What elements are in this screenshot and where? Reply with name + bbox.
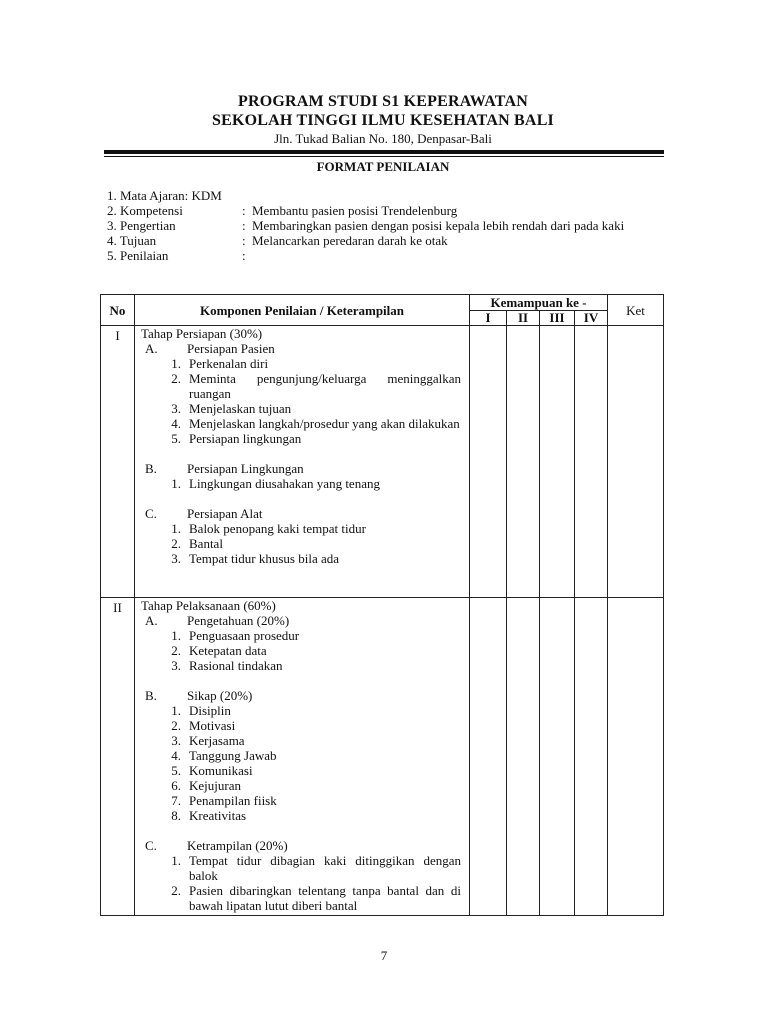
header-component: Komponen Penilaian / Keterampilan	[135, 295, 470, 326]
info-colon: :	[242, 218, 246, 233]
header-level: II	[507, 311, 540, 326]
list-item	[141, 763, 461, 778]
spacer	[141, 491, 461, 506]
item-text: Perkenalan diri	[189, 356, 269, 371]
item-text: Penguasaan prosedur	[189, 628, 300, 643]
item-number: 2.	[171, 371, 181, 386]
item-list	[141, 521, 461, 566]
group-heading	[141, 461, 461, 476]
item-number: 1.	[171, 853, 181, 868]
list-item	[141, 853, 461, 883]
score-cell[interactable]	[507, 326, 540, 598]
info-value: Melancarkan peredaran darah ke otak	[252, 233, 448, 248]
item-text: Motivasi	[189, 718, 236, 733]
header-no: No	[101, 295, 135, 326]
list-item	[141, 356, 461, 371]
group-heading	[141, 613, 461, 628]
table-row	[101, 326, 664, 598]
item-list	[141, 628, 461, 673]
group-heading	[141, 506, 461, 521]
item-text: Lingkungan diusahakan yang tenang	[189, 476, 380, 491]
assessment-info	[107, 188, 667, 263]
list-item	[141, 778, 461, 793]
item-number: 1.	[171, 356, 181, 371]
item-text: Persiapan lingkungan	[189, 431, 302, 446]
list-item	[141, 628, 461, 643]
item-number: 3.	[171, 733, 181, 748]
item-number: 1.	[171, 703, 181, 718]
list-item	[141, 401, 461, 416]
format-title: FORMAT PENILAIAN	[316, 159, 450, 174]
list-item	[141, 371, 461, 401]
header-ket: Ket	[608, 295, 664, 326]
item-text: Disiplin	[189, 703, 231, 718]
score-cell[interactable]	[540, 326, 575, 598]
info-colon	[242, 188, 252, 203]
item-number: 4.	[171, 416, 181, 431]
item-text: Bantal	[189, 536, 223, 551]
score-cell[interactable]	[507, 598, 540, 916]
info-label: 2. Kompetensi	[107, 203, 183, 218]
item-list	[141, 853, 461, 913]
score-cell[interactable]	[470, 598, 507, 916]
info-value	[252, 188, 667, 203]
group-letter: A.	[145, 613, 158, 628]
score-cell[interactable]	[540, 598, 575, 916]
item-number: 8.	[171, 808, 181, 823]
item-text: Kejujuran	[189, 778, 241, 793]
score-cell[interactable]	[575, 326, 608, 598]
header-ability: Kemampuan ke -	[470, 295, 608, 311]
item-text: Ketepatan data	[189, 643, 267, 658]
item-text: Rasional tindakan	[189, 658, 283, 673]
item-text: Tempat tidur dibagian kaki ditinggikan dengan balok	[189, 853, 461, 883]
school-address: Jln. Tukad Balian No. 180, Denpasar-Bali	[274, 131, 492, 146]
item-text: Menjelaskan langkah/prosedur yang akan dilakukan	[189, 416, 460, 431]
group-name: Persiapan Pasien	[187, 341, 275, 356]
info-label: 1. Mata Ajaran: KDM	[107, 188, 222, 203]
item-text: Penampilan fiisk	[189, 793, 277, 808]
list-item	[141, 703, 461, 718]
header-level: III	[540, 311, 575, 326]
info-colon: :	[242, 203, 246, 218]
item-number: 5.	[171, 431, 181, 446]
section-components	[135, 326, 470, 598]
header-rule-thick	[104, 150, 664, 154]
info-row	[107, 233, 667, 248]
info-value	[252, 248, 667, 263]
header-level: I	[470, 311, 507, 326]
item-number: 2.	[171, 536, 181, 551]
info-value: Membantu pasien posisi Trendelenburg	[252, 203, 458, 218]
item-text: Tempat tidur khusus bila ada	[189, 551, 340, 566]
item-number: 2.	[171, 718, 181, 733]
item-number: 4.	[171, 748, 181, 763]
score-cell[interactable]	[575, 598, 608, 916]
info-row	[107, 218, 667, 233]
item-number: 7.	[171, 793, 181, 808]
group-name: Persiapan Lingkungan	[187, 461, 304, 476]
ket-cell[interactable]	[608, 326, 664, 598]
item-number: 3.	[171, 658, 181, 673]
item-list	[141, 703, 461, 823]
list-item	[141, 808, 461, 823]
item-number: 2.	[171, 643, 181, 658]
section-title: Tahap Pelaksanaan (60%)	[141, 598, 276, 613]
list-item	[141, 643, 461, 658]
ket-cell[interactable]	[608, 598, 664, 916]
info-label: 3. Pengertian	[107, 218, 176, 233]
info-value: Membaringkan pasien dengan posisi kepala lebih rendah dari pada kaki	[252, 218, 625, 233]
list-item	[141, 431, 461, 446]
header-level: IV	[575, 311, 608, 326]
list-item	[141, 536, 461, 551]
spacer	[141, 673, 461, 688]
item-text: Pasien dibaringkan telentang tanpa bantal dan di bawah lipatan lutut diberi bantal	[189, 883, 461, 913]
list-item	[141, 718, 461, 733]
list-item	[141, 883, 461, 913]
assessment-table	[100, 294, 664, 916]
list-item	[141, 733, 461, 748]
list-item	[141, 793, 461, 808]
info-label: 4. Tujuan	[107, 233, 157, 248]
info-row	[107, 188, 667, 203]
info-colon: :	[242, 233, 246, 248]
page-number: 7	[380, 948, 388, 963]
header-rule-thin	[104, 156, 664, 157]
item-list	[141, 356, 461, 446]
list-item	[141, 521, 461, 536]
item-number: 1.	[171, 476, 181, 491]
section-number: I	[101, 326, 135, 598]
score-cell[interactable]	[470, 326, 507, 598]
spacer	[141, 446, 461, 461]
item-text: Komunikasi	[189, 763, 253, 778]
section-number: II	[101, 598, 135, 916]
list-item	[141, 748, 461, 763]
info-label: 5. Penilaian	[107, 248, 169, 263]
item-number: 6.	[171, 778, 181, 793]
item-number: 1.	[171, 521, 181, 536]
info-row	[107, 248, 667, 263]
list-item	[141, 476, 461, 491]
school-title: SEKOLAH TINGGI ILMU KESEHATAN BALI	[212, 112, 554, 129]
table-row	[101, 598, 664, 916]
item-number: 3.	[171, 401, 181, 416]
section-components	[135, 598, 470, 916]
item-text: Tanggung Jawab	[189, 748, 277, 763]
group-heading	[141, 341, 461, 356]
item-text: Meminta pengunjung/keluarga meninggalkan ruangan	[189, 371, 461, 401]
group-name: Sikap (20%)	[187, 688, 253, 703]
item-number: 3.	[171, 551, 181, 566]
program-title: PROGRAM STUDI S1 KEPERAWATAN	[238, 93, 528, 110]
item-text: Menjelaskan tujuan	[189, 401, 292, 416]
group-name: Pengetahuan (20%)	[187, 613, 290, 628]
info-colon: :	[242, 248, 246, 263]
group-heading	[141, 688, 461, 703]
item-number: 1.	[171, 628, 181, 643]
group-letter: A.	[145, 341, 158, 356]
group-name: Ketrampilan (20%)	[187, 838, 288, 853]
group-name: Persiapan Alat	[187, 506, 263, 521]
group-letter: C.	[145, 506, 157, 521]
item-number: 5.	[171, 763, 181, 778]
letterhead	[100, 92, 666, 147]
group-letter: C.	[145, 838, 157, 853]
list-item	[141, 416, 461, 431]
group-letter: B.	[145, 688, 157, 703]
section-title: Tahap Persiapan (30%)	[141, 326, 263, 341]
info-row	[107, 203, 667, 218]
list-item	[141, 658, 461, 673]
group-heading	[141, 838, 461, 853]
item-text: Kreativitas	[189, 808, 247, 823]
item-list	[141, 476, 461, 491]
list-item	[141, 551, 461, 566]
group-letter: B.	[145, 461, 157, 476]
item-number: 2.	[171, 883, 181, 898]
item-text: Balok penopang kaki tempat tidur	[189, 521, 366, 536]
item-text: Kerjasama	[189, 733, 245, 748]
spacer	[141, 823, 461, 838]
